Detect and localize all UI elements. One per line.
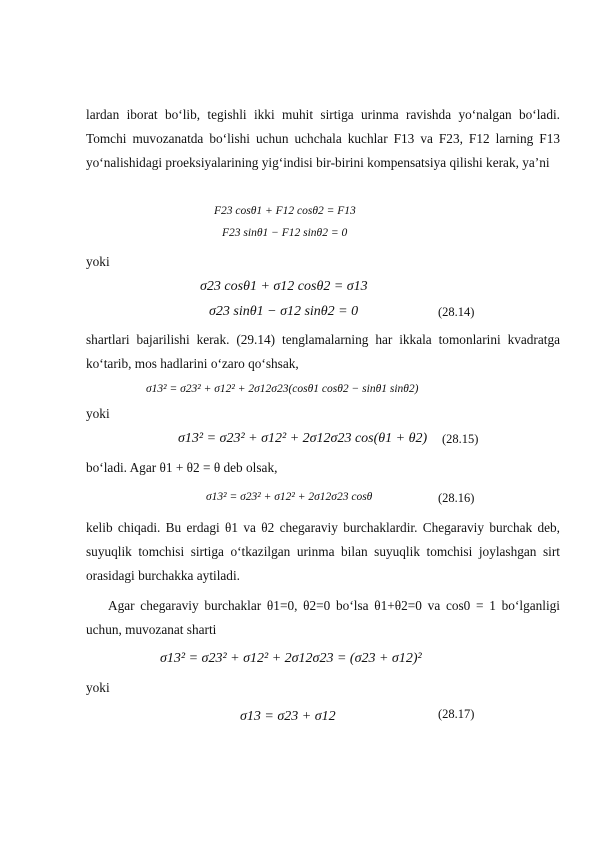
equation-number-28-14: (28.14) — [438, 305, 475, 319]
equation-sigma-cos: σ23 cosθ1 + σ12 cosθ2 = σ13 — [200, 279, 368, 294]
equation-force-cos: F23 cosθ1 + F12 cosθ2 = F13 — [214, 205, 356, 217]
equation-cos-theta: σ13² = σ23² + σ12² + 2σ12σ23 cosθ — [206, 491, 373, 503]
equation-force-sin: F23 sinθ1 − F12 sinθ2 = 0 — [222, 227, 348, 239]
equation-number-28-15: (28.15) — [442, 432, 479, 446]
equation-cos-sum: σ13² = σ23² + σ12² + 2σ12σ23 cos(θ1 + θ2) — [178, 431, 428, 446]
paragraph-definition: kelib chiqadi. Bu erdagi θ1 va θ2 chegaraviy burchaklardir. Chegaraviy burchak deb, suyuqlik tomchisi sirtiga o‘tkazilgan urinma bilan suyuqlik tomchisi joylashgan sirt orasidagi burchakka aytiladi. — [86, 520, 560, 583]
paragraph-squared: shartlari bajarilishi kerak. (29.14) tenglamalarning har ikkala tomonlarini kvadratga ko‘tarib, mos hadlarini o‘zaro qo‘shsak, — [86, 332, 560, 371]
text-yoki-1: yoki — [86, 254, 110, 269]
equation-square-sum: σ13² = σ23² + σ12² + 2σ12σ23 = (σ23 + σ12)² — [160, 651, 422, 666]
equation-sum: σ13 = σ23 + σ12 — [240, 709, 336, 724]
paragraph-condition: Agar chegaraviy burchaklar θ1=0, θ2=0 bo‘lsa θ1+θ2=0 va cos0 = 1 bo‘lganligi uchun, muvozanat sharti — [86, 598, 560, 637]
equation-number-28-16: (28.16) — [438, 491, 475, 505]
equation-sigma-sin: σ23 sinθ1 − σ12 sinθ2 = 0 — [209, 304, 359, 319]
text-yoki-2: yoki — [86, 406, 110, 421]
paragraph-agar: bo‘ladi. Agar θ1 + θ2 = θ deb olsak, — [86, 460, 278, 475]
paragraph-intro: lardan iborat bo‘lib, tegishli ikki muhit sirtiga urinma ravishda yo‘nalgan bo‘ladi. Tomchi muvozanatda bo‘lishi uchun uchchala kuchlar F13 va F23, F12 larning F13 yo‘nalishidagi proeksiyalarining yig‘indisi bir-birini kompensatsiya qilishi kerak, ya’ni — [86, 107, 560, 170]
equation-expanded: σ13² = σ23² + σ12² + 2σ12σ23(cosθ1 cosθ2 − sinθ1 sinθ2) — [146, 383, 419, 395]
equation-number-28-17: (28.17) — [438, 707, 475, 721]
text-yoki-3: yoki — [86, 680, 110, 695]
